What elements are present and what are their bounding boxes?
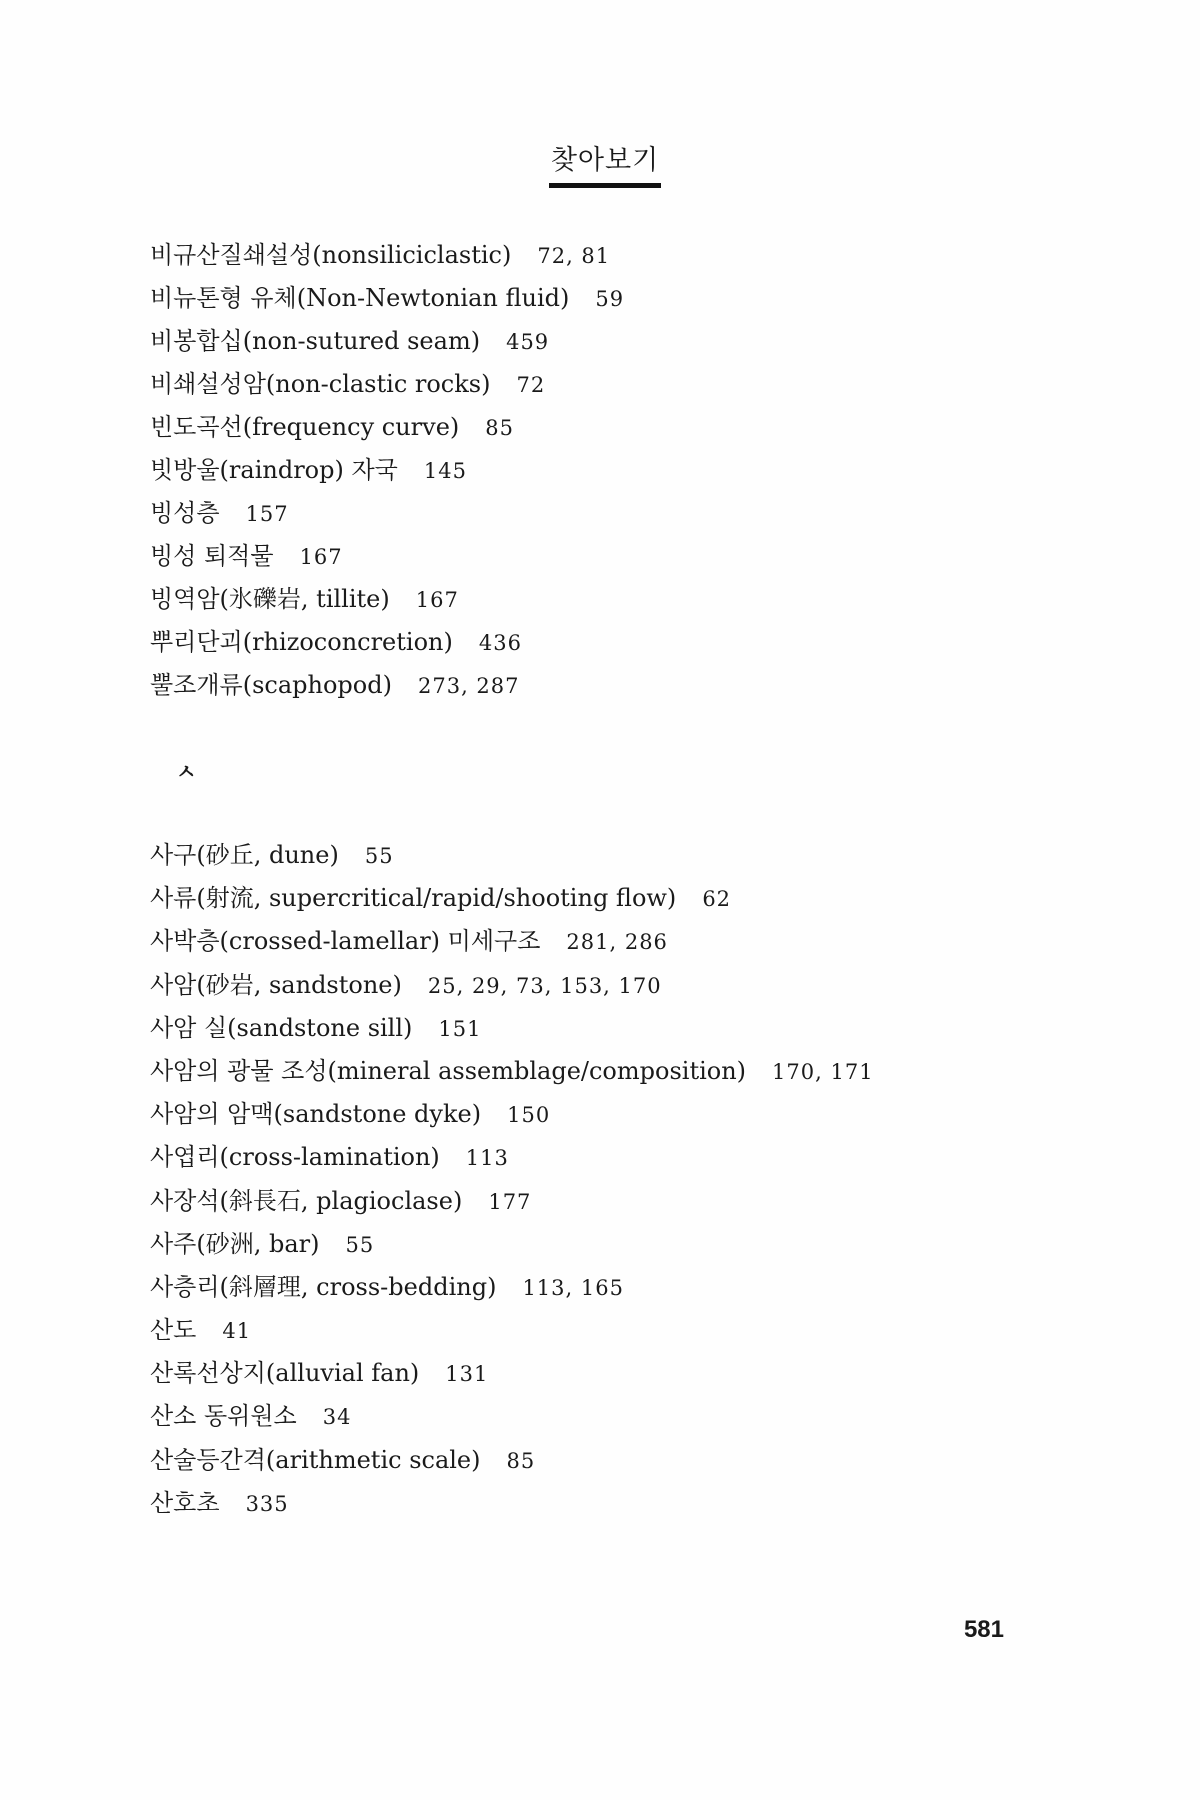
index-entry <box>150 1093 1150 1136</box>
entry-term: 사주(砂洲, bar) <box>150 1229 320 1258</box>
entry-term: 빙역암(氷礫岩, tillite) <box>150 585 390 613</box>
index-entry <box>150 406 1150 449</box>
page-header <box>0 138 1200 188</box>
index-entry <box>150 1482 1150 1525</box>
entry-term: 사암(砂岩, sandstone) <box>150 970 402 999</box>
entry-term: 사암의 암맥(sandstone dyke) <box>150 1100 482 1129</box>
entry-pages: 131 <box>445 1362 489 1387</box>
entry-pages: 85 <box>485 416 514 440</box>
entry-pages: 72, 81 <box>537 244 611 268</box>
entry-pages: 85 <box>506 1448 536 1473</box>
index-entry <box>150 363 1150 406</box>
entry-term: 산호초 <box>150 1488 220 1517</box>
entry-pages: 157 <box>245 502 289 526</box>
entry-term: 사구(砂丘, dune) <box>150 841 339 869</box>
page-title: 찾아보기 <box>549 138 661 188</box>
entry-term: 빈도곡선(frequency curve) <box>150 413 460 441</box>
entry-term: 비규산질쇄설성(nonsiliciclastic) <box>150 241 512 269</box>
entry-term: 사장석(斜長石, plagioclase) <box>150 1186 463 1215</box>
entry-pages: 25, 29, 73, 153, 170 <box>427 973 662 998</box>
entry-term: 뿔조개류(scaphopod) <box>150 671 392 699</box>
index-section-s <box>150 834 1150 1525</box>
entry-term: 사엽리(cross-lamination) <box>150 1143 440 1172</box>
entry-term: 뿌리단괴(rhizoconcretion) <box>150 628 453 656</box>
entry-pages: 55 <box>364 844 394 868</box>
index-section-b <box>150 234 1150 707</box>
index-entry <box>150 877 1150 920</box>
entry-term: 산록선상지(alluvial fan) <box>150 1359 420 1388</box>
index-entry <box>150 920 1150 963</box>
index-entry <box>150 234 1150 277</box>
entry-pages: 167 <box>299 545 343 569</box>
entry-term: 산소 동위원소 <box>150 1402 297 1431</box>
index-entry <box>150 621 1150 664</box>
entry-pages: 72 <box>516 373 546 397</box>
index-entry <box>150 449 1150 492</box>
entry-pages: 273, 287 <box>417 674 520 698</box>
entry-pages: 145 <box>423 459 467 483</box>
index-entry <box>150 1050 1150 1093</box>
entry-term: 사암의 광물 조성(mineral assemblage/composition) <box>150 1056 747 1085</box>
entry-pages: 335 <box>245 1491 289 1516</box>
entry-term: 빗방울(raindrop) 자국 <box>150 456 398 484</box>
entry-pages: 459 <box>506 330 550 354</box>
index-entry <box>150 1266 1150 1309</box>
index-entry <box>150 535 1150 578</box>
entry-pages: 436 <box>478 631 522 655</box>
section-heading-letter: ㅅ <box>176 760 197 784</box>
index-entry <box>150 964 1150 1007</box>
index-entry <box>150 1180 1150 1223</box>
page-number: 581 <box>963 1616 1004 1643</box>
index-entry <box>150 578 1150 621</box>
entry-pages: 55 <box>345 1232 375 1257</box>
entry-pages: 34 <box>322 1405 352 1430</box>
index-entry <box>150 1309 1150 1352</box>
index-entry <box>150 320 1150 363</box>
entry-term: 산도 <box>150 1316 197 1345</box>
index-entry <box>150 1007 1150 1050</box>
entry-pages: 151 <box>438 1016 482 1041</box>
entry-pages: 177 <box>488 1189 532 1214</box>
entry-term: 비쇄설성암(non-clastic rocks) <box>150 370 491 398</box>
index-entry <box>150 1395 1150 1438</box>
entry-pages: 41 <box>222 1319 252 1344</box>
entry-pages: 150 <box>507 1103 551 1128</box>
index-entry <box>150 1223 1150 1266</box>
entry-pages: 167 <box>415 588 459 612</box>
entry-term: 빙성층 <box>150 499 220 527</box>
index-entry <box>150 1352 1150 1395</box>
entry-term: 사암 실(sandstone sill) <box>150 1013 413 1042</box>
entry-pages: 62 <box>702 887 732 912</box>
index-entry <box>150 277 1150 320</box>
entry-term: 비뉴톤형 유체(Non-Newtonian fluid) <box>150 284 570 312</box>
entry-pages: 113, 165 <box>522 1275 624 1300</box>
entry-pages: 113 <box>465 1146 509 1171</box>
entry-term: 산술등간격(arithmetic scale) <box>150 1445 481 1474</box>
index-entry <box>150 492 1150 535</box>
entry-term: 비봉합십(non-sutured seam) <box>150 327 481 355</box>
entry-term: 사박층(crossed-lamellar) 미세구조 <box>150 927 541 956</box>
entry-term: 빙성 퇴적물 <box>150 542 274 570</box>
index-entry <box>150 664 1150 707</box>
index-entry <box>150 1439 1150 1482</box>
entry-pages: 170, 171 <box>772 1059 874 1084</box>
entry-pages: 281, 286 <box>566 930 668 955</box>
entry-term: 사층리(斜層理, cross-bedding) <box>150 1272 497 1301</box>
index-entry <box>150 834 1150 877</box>
entry-term: 사류(射流, supercritical/rapid/shooting flow) <box>150 884 677 913</box>
entry-pages: 59 <box>595 287 625 311</box>
index-entry <box>150 1136 1150 1179</box>
